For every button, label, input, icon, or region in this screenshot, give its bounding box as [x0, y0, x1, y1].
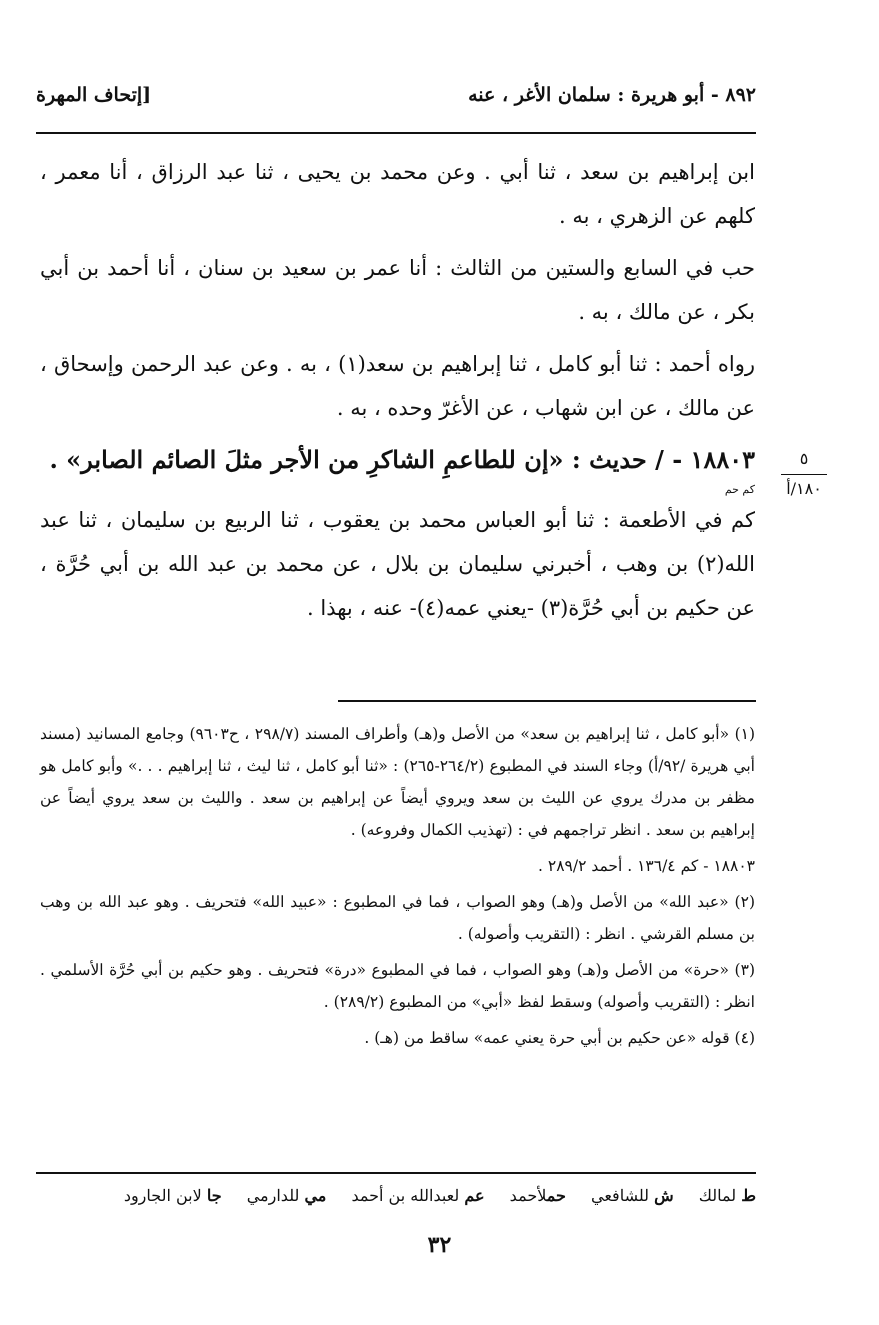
legend-item: حملأحمد — [509, 1186, 566, 1205]
main-text — [40, 150, 755, 638]
footnote: (٢) «عبد الله» من الأصل و(هـ) وهو الصواب ، فما في المطبوع : «عبيد الله» فتحريف . وهو عبد الله بن وهب بن مسلم القرشي . انظر : (التقريب وأصوله) . — [40, 893, 755, 943]
margin-divider — [781, 474, 827, 475]
paragraph: رواه أحمد : ثنا أبو كامل ، ثنا إبراهيم بن سعد(١) ، به . وعن عبد الرحمن وإسحاق ، عن مالك ، عن ابن شهاب ، عن الأغرّ وحده ، به . — [40, 352, 755, 420]
legend-rule — [36, 1172, 756, 1174]
footnote: ١٨٨٠٣ - كم ١٣٦/٤ . أحمد ٢٨٩/٢ . — [538, 857, 755, 875]
hadith-siglum: كم حم — [724, 483, 755, 496]
paragraph: ابن إبراهيم بن سعد ، ثنا أبي . وعن محمد بن يحيى ، ثنا عبد الرزاق ، أنا معمر ، كلهم عن الزهري ، به . — [40, 160, 755, 228]
hadith-body: كم في الأطعمة : ثنا أبو العباس محمد بن يعقوب ، ثنا الربيع بن سليمان ، ثنا عبد الله(٢) بن وهب ، أخبرني سليمان بن بلال ، عن محمد بن عبد الله بن أبي حُرَّة ، عن حكيم بن أبي حُرَّة(٣) -يعني عمه(٤)- عنه ، بهذا . — [40, 508, 755, 620]
page-number: ٣٢ — [427, 1232, 452, 1258]
legend-item: عم لعبدالله بن أحمد — [351, 1186, 485, 1205]
running-header — [36, 80, 756, 120]
footnote: (١) «أبو كامل ، ثنا إبراهيم بن سعد» من الأصل و(هـ) وأطراف المسند (٢٩٨/٧ ، ح٩٦٠٣) وجامع المسانيد (مسند أبي هريرة /٩٢/أ) وجاء السند في المطبوع (٢٦٤/٢-٢٦٥) : «ثنا أبو كامل ، ثنا ليث ، ثنا إبراهيم . . .» وأبو كامل هو مظفر بن مدرك يروي عن الليث بن سعد ويروي أيضاً عن إبراهيم بن سعد . والليث بن سعد يروي أيضاً عن إبراهيم بن سعد . انظر تراجمهم في : (تهذيب الكمال وفروعه) . — [40, 725, 756, 839]
margin-reference — [774, 450, 834, 499]
abbreviation-legend — [36, 1186, 756, 1205]
hadith-heading — [40, 438, 755, 482]
footnote: (٤) قوله «عن حكيم بن أبي حرة يعني عمه» ساقط من (هـ) . — [364, 1029, 755, 1047]
legend-item: مي للدارمي — [246, 1186, 327, 1205]
margin-mark: ٥ — [799, 449, 809, 468]
footnotes — [40, 718, 755, 1058]
book-title: [إتحاف المهرة — [36, 84, 152, 106]
hadith-text: - / حديث : «إن للطاعمِ الشاكرِ من الأجر مثلَ الصائم الصابر» . — [49, 445, 683, 474]
header-rule — [36, 132, 756, 134]
paragraph: حب في السابع والستين من الثالث : أنا عمر بن سعيد بن سنان ، أنا أحمد بن أبي بكر ، عن مالك ، به . — [40, 256, 755, 324]
manuscript-folio: ١٨٠/أ — [786, 479, 822, 498]
section-title: ٨٩٢ - أبو هريرة : سلمان الأغر ، عنه — [468, 84, 756, 106]
footnote-rule — [338, 700, 756, 702]
legend-item: ط لمالك — [698, 1186, 756, 1205]
footnote: (٣) «حرة» من الأصل و(هـ) وهو الصواب ، فما في المطبوع «درة» فتحريف . وهو حكيم بن أبي حُرَّة الأسلمي . انظر : (التقريب وأصوله) وسقط لفظ «أبي» من المطبوع (٢٨٩/٢) . — [40, 961, 755, 1011]
legend-item: ش للشافعي — [591, 1186, 674, 1205]
legend-item: جا لابن الجارود — [123, 1186, 222, 1205]
hadith-number: ١٨٨٠٣ — [690, 445, 755, 474]
